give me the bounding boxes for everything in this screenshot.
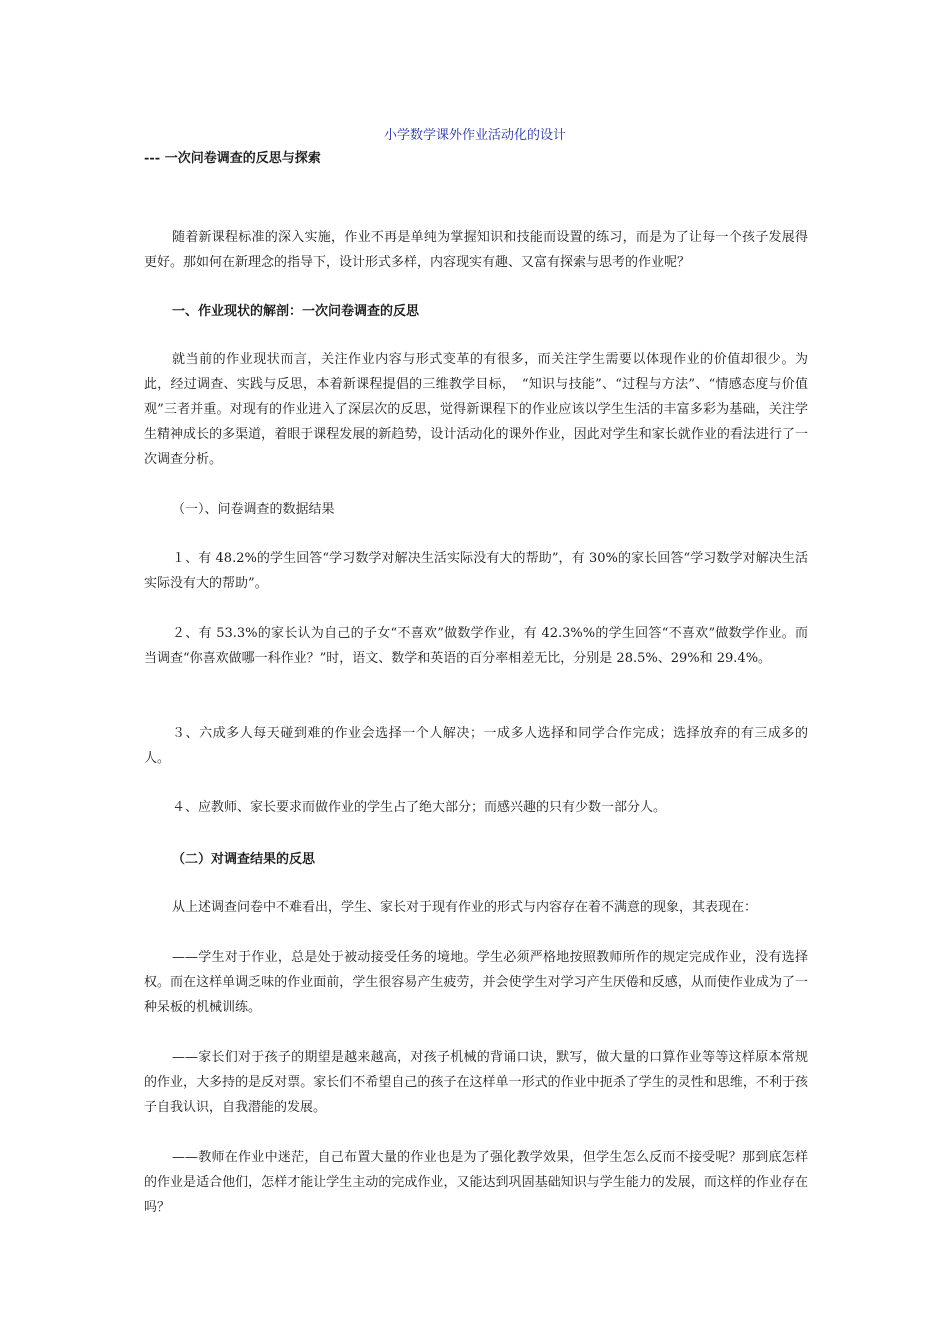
document-subtitle: --- 一次问卷调查的反思与探索 xyxy=(144,151,321,166)
subsection-heading-1: （一）、问卷调查的数据结果 xyxy=(172,502,335,517)
survey-item-3: ３、六成多人每天碰到难的作业会选择一个人解决；一成多人选择和同学合作完成；选择放弃的有三成多的人。 xyxy=(144,726,808,766)
reflection-intro: 从上述调查问卷中不难看出，学生、家长对于现有作业的形式与内容存在着不满意的现象，其表现在： xyxy=(172,900,758,915)
survey-item-1: １、有 48.2%的学生回答“学习数学对解决生活实际没有大的帮助”，有 30%的家长回答“学习数学对解决生活实际没有大的帮助”。 xyxy=(144,551,808,591)
survey-item-4: ４、应教师、家长要求而做作业的学生占了绝大部分；而感兴趣的只有少数一部分人。 xyxy=(172,800,667,815)
intro-paragraph: 随着新课程标准的深入实施，作业不再是单纯为掌握知识和技能而设置的练习，而是为了让每一个孩子发展得更好。那如何在新理念的指导下，设计形式多样，内容现实有趣、又富有探索与思考的作业呢？ xyxy=(144,230,808,270)
section-heading-1: 一、作业现状的解剖：一次问卷调查的反思 xyxy=(172,304,420,319)
reflection-item-2: ——家长们对于孩子的期望是越来越高，对孩子机械的背诵口诀，默写，做大量的口算作业等等这样原本常规的作业，大多持的是反对票。家长们不希望自己的孩子在这样单一形式的作业中扼杀了学生的灵性和思维，不利于孩子自我认识，自我潜能的发展。 xyxy=(144,1050,808,1115)
survey-item-2: ２、有 53.3%的家长认为自己的子女“不喜欢”做数学作业，有 42.3%%的学生回答“不喜欢”做数学作业。而当调查“你喜欢做哪一科作业？”时，语文、数学和英语的百分率相差无比，分别是 28.5%、29%和 29.4%。 xyxy=(144,626,808,666)
reflection-item-3: ——教师在作业中迷茫，自己布置大量的作业也是为了强化教学效果，但学生怎么反而不接受呢？那到底怎样的作业是适合他们，怎样才能让学生主动的完成作业，又能达到巩固基础知识与学生能力的发展，而这样的作业存在吗？ xyxy=(144,1150,808,1215)
section-paragraph-1: 就当前的作业现状而言，关注作业内容与形式变革的有很多，而关注学生需要以体现作业的价值却很少。为此，经过调查、实践与反思，本着新课程提倡的三维教学目标， “知识与技能”、“过程与方法”、“情感态度与价值观”三者并重。对现有的作业进入了深层次的反思，觉得新课程下的作业应该以学生生活的丰富多彩为基础，关注学生精神成长的多渠道，着眼于课程发展的新趋势，设计活动化的课外作业，因此对学生和家长就作业的看法进行了一次调查分析。 xyxy=(144,352,808,467)
document-title: 小学数学课外作业活动化的设计 xyxy=(383,128,566,143)
subsection-heading-2: （二）对调查结果的反思 xyxy=(172,852,316,867)
reflection-item-1: ——学生对于作业，总是处于被动接受任务的境地。学生必须严格地按照教师所作的规定完成作业，没有选择权。而在这样单调乏味的作业面前，学生很容易产生疲劳，并会使学生对学习产生厌倦和反感，从而使作业成为了一种呆板的机械训练。 xyxy=(144,950,808,1015)
